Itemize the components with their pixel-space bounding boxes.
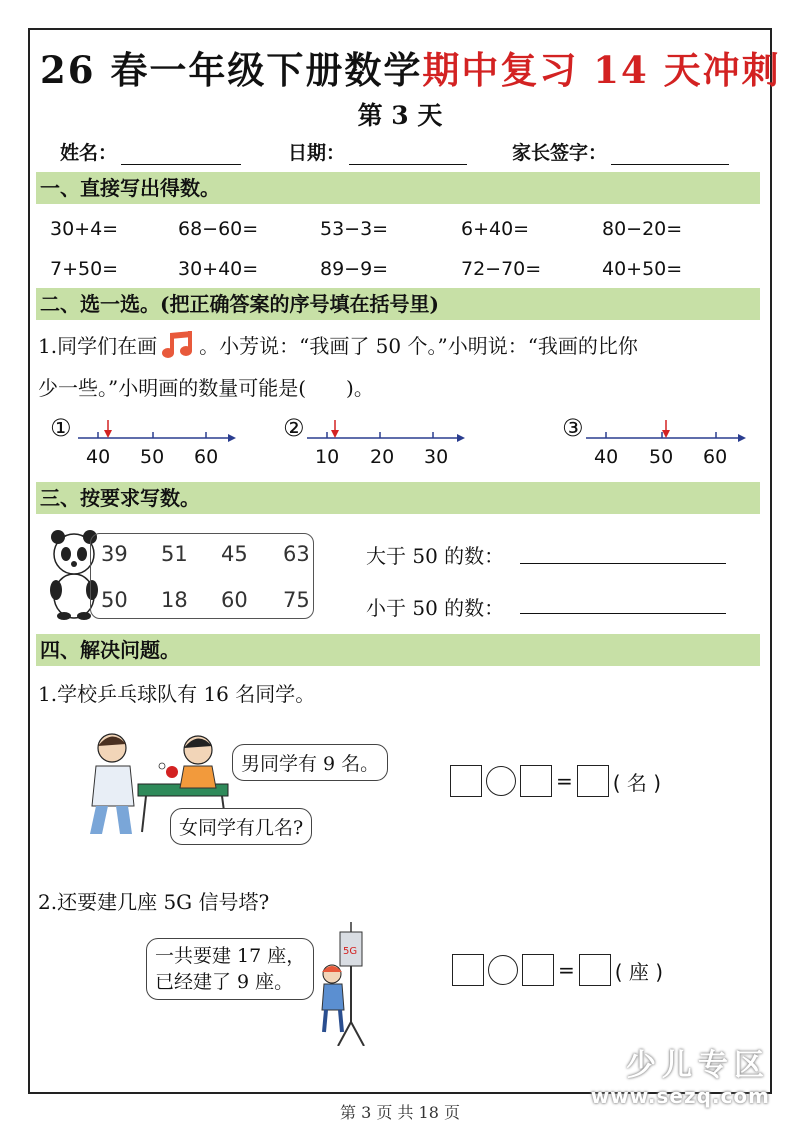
- question1-text-part2: 。小芳说：“我画了 50 个。”小明说：“我画的比你: [199, 334, 638, 358]
- option3-label: ③: [562, 414, 584, 442]
- option1-tick-label: 50: [140, 446, 165, 468]
- name-label: 姓名：: [60, 142, 118, 164]
- card-number: 18: [161, 588, 188, 612]
- question1-equation: [450, 765, 665, 797]
- card-number: 51: [161, 542, 188, 566]
- answer-box[interactable]: [452, 954, 484, 986]
- option2-tick-label: 20: [370, 446, 395, 468]
- equals-sign: =: [558, 958, 575, 982]
- section3-heading: 三、按要求写数。: [36, 482, 760, 514]
- option1-number-line[interactable]: [50, 414, 240, 476]
- option2-number-line[interactable]: [283, 414, 473, 476]
- watermark: [591, 1040, 770, 1108]
- title-red-part: 期中复习 14 天冲刺: [422, 48, 781, 92]
- date-blank[interactable]: [349, 143, 467, 165]
- less-than-50-blank[interactable]: [520, 612, 726, 614]
- calc-item: 30+4=: [50, 218, 119, 240]
- watermark-brand: 少儿专区: [626, 1048, 770, 1083]
- greater-than-50-blank[interactable]: [520, 562, 726, 564]
- bubble-line: 一共要建 17 座，: [155, 945, 306, 967]
- answer-box[interactable]: [579, 954, 611, 986]
- name-field[interactable]: [60, 138, 241, 165]
- section2-question1-line1: [38, 330, 638, 365]
- day-label: 第 3 天: [357, 101, 443, 130]
- less-than-50-label: 小于 50 的数：: [366, 596, 505, 620]
- option2-tick-label: 30: [424, 446, 449, 468]
- answer-box[interactable]: [450, 765, 482, 797]
- card-number: 39: [101, 542, 128, 566]
- section2-heading: 二、选一选。(把正确答案的序号填在括号里): [36, 288, 760, 320]
- operator-circle[interactable]: [486, 766, 516, 796]
- card-number: 50: [101, 588, 128, 612]
- card-number: 75: [283, 588, 310, 612]
- option3-number-line[interactable]: [562, 414, 762, 476]
- greater-than-50-label: 大于 50 的数：: [366, 544, 505, 568]
- section4-question2-title: 2.还要建几座 5G 信号塔?: [38, 890, 270, 914]
- girls-question-speech-bubble: 女同学有几名?: [170, 808, 312, 845]
- section2-question1-line2: 少一些。”小明画的数量可能是( )。: [38, 376, 374, 400]
- answer-box[interactable]: [577, 765, 609, 797]
- option3-axis: [586, 420, 750, 448]
- answer-box[interactable]: [520, 765, 552, 797]
- name-blank[interactable]: [121, 143, 241, 165]
- calc-item: 7+50=: [50, 258, 119, 280]
- bubble-line: 已经建了 9 座。: [155, 971, 294, 993]
- unit-label: ( 座 ): [614, 959, 664, 984]
- calc-item: 72−70=: [461, 258, 542, 280]
- option3-tick-label: 50: [649, 446, 674, 468]
- calc-item: 40+50=: [602, 258, 683, 280]
- answer-box[interactable]: [522, 954, 554, 986]
- card-number: 63: [283, 542, 310, 566]
- option2-label: ②: [283, 414, 305, 442]
- parent-signature-field[interactable]: [512, 138, 729, 165]
- card-number: 45: [221, 542, 248, 566]
- question2-equation: [452, 954, 667, 986]
- section1-heading: 一、直接写出得数。: [36, 172, 760, 204]
- section4-question1-title: 1.学校乒乓球队有 16 名同学。: [38, 682, 316, 706]
- boys-count-speech-bubble: 男同学有 9 名。: [232, 744, 388, 781]
- option2-axis: [307, 420, 467, 448]
- calc-item: 80−20=: [602, 218, 683, 240]
- parent-signature-label: 家长签字：: [512, 142, 608, 164]
- option1-tick-label: 60: [194, 446, 219, 468]
- calc-item: 89−9=: [320, 258, 389, 280]
- option2-tick-label: 10: [315, 446, 340, 468]
- signal-tower-worker-illustration: [312, 922, 372, 1046]
- number-card: [90, 533, 314, 619]
- parent-signature-blank[interactable]: [611, 143, 729, 165]
- worksheet-title: [40, 40, 781, 94]
- tower-5g-label: 5G: [343, 946, 358, 957]
- unit-label: ( 名 ): [612, 770, 662, 795]
- page-number: 第 3 页 共 18 页: [340, 1103, 460, 1122]
- watermark-site: www.sezq.com: [590, 1084, 770, 1108]
- section4-heading: 四、解决问题。: [36, 634, 760, 666]
- calc-item: 68−60=: [178, 218, 259, 240]
- title-black-part: 26 春一年级下册数学: [40, 48, 423, 92]
- card-number: 60: [221, 588, 248, 612]
- option1-axis: [78, 420, 238, 448]
- option1-label: ①: [50, 414, 72, 442]
- option3-tick-label: 40: [594, 446, 619, 468]
- option3-tick-label: 60: [703, 446, 728, 468]
- date-label: 日期：: [288, 142, 346, 164]
- operator-circle[interactable]: [488, 955, 518, 985]
- date-field[interactable]: [288, 138, 467, 165]
- question1-text-part1: 1.同学们在画: [38, 334, 158, 358]
- music-note-icon: [161, 330, 195, 365]
- equals-sign: =: [556, 769, 573, 793]
- option1-tick-label: 40: [86, 446, 111, 468]
- tower-count-speech-bubble: [146, 938, 314, 1000]
- calc-item: 6+40=: [461, 218, 530, 240]
- calc-item: 53−3=: [320, 218, 389, 240]
- calc-item: 30+40=: [178, 258, 259, 280]
